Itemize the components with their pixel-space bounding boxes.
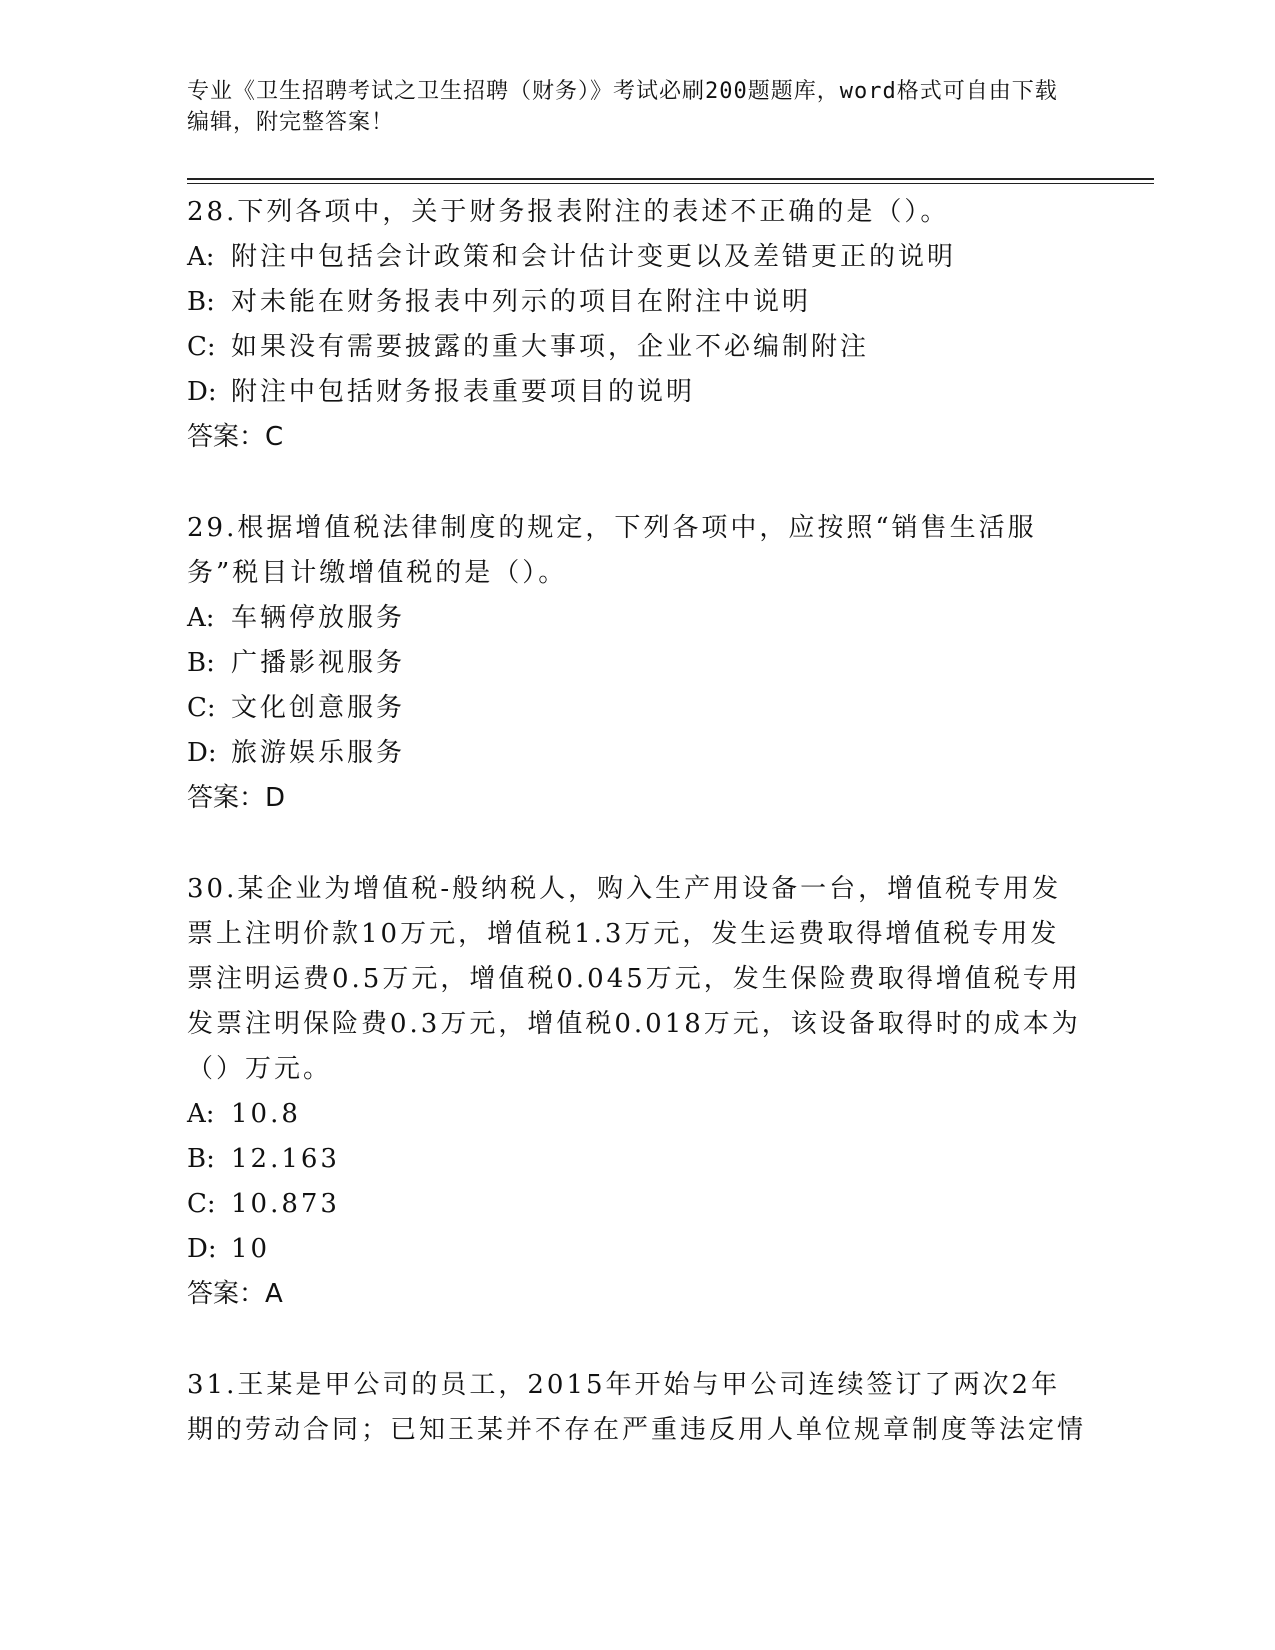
answer-line: 答案：C — [187, 422, 284, 452]
option-text: 10 — [231, 1234, 271, 1264]
header-divider-thick — [187, 178, 1154, 180]
question-text: 根据增值税法律制度的规定，下列各项中，应按照“销售生活服务”税目计缴增值税的是（）。 — [187, 513, 1037, 588]
option-c — [187, 325, 1087, 370]
option-b — [187, 641, 1087, 686]
question-stem — [187, 867, 1087, 1092]
option-label: C: — [187, 332, 216, 362]
option-text: 附注中包括会计政策和会计估计变更以及差错更正的说明 — [231, 242, 957, 272]
question-29 — [187, 506, 1087, 821]
option-label: B: — [187, 1144, 215, 1174]
option-text: 附注中包括财务报表重要项目的说明 — [231, 377, 696, 407]
question-number: 28. — [187, 197, 238, 227]
option-text: 车辆停放服务 — [231, 603, 406, 633]
option-text: 如果没有需要披露的重大事项，企业不必编制附注 — [231, 332, 870, 362]
option-a — [187, 235, 1087, 280]
option-a — [187, 1092, 1087, 1137]
option-c — [187, 686, 1087, 731]
question-30 — [187, 867, 1087, 1317]
option-label: C: — [187, 693, 216, 723]
option-label: A: — [187, 1099, 215, 1129]
option-label: D: — [187, 377, 217, 407]
option-text: 对未能在财务报表中列示的项目在附注中说明 — [231, 287, 812, 317]
option-label: D: — [187, 738, 217, 768]
option-label: A: — [187, 603, 215, 633]
option-text: 旅游娱乐服务 — [231, 738, 406, 768]
question-number: 29. — [187, 513, 238, 543]
question-stem — [187, 190, 1087, 235]
option-text: 12.163 — [231, 1144, 340, 1174]
question-31 — [187, 1363, 1087, 1453]
option-d — [187, 731, 1087, 776]
option-label: A: — [187, 242, 215, 272]
question-stem — [187, 506, 1087, 596]
option-d — [187, 1227, 1087, 1272]
option-text: 广播影视服务 — [231, 648, 406, 678]
document-header — [187, 76, 1067, 138]
question-number: 30. — [187, 874, 238, 904]
header-title: 专业《卫生招聘考试之卫生招聘（财务）》考试必刷200题题库，word格式可自由下载编辑，附完整答案！ — [187, 79, 1058, 135]
question-28 — [187, 190, 1087, 460]
option-text: 10.873 — [231, 1189, 340, 1219]
question-text: 某企业为增值税-般纳税人，购入生产用设备一台，增值税专用发票上注明价款10万元，增值税1.3万元，发生运费取得增值税专用发票注明运费0.5万元，增值税0.045万元，发生保险费取得增值税专用发票注明保险费0.3万元，增值税0.018万元，该设备取得时的成本为（）万元。 — [187, 874, 1081, 1084]
option-b — [187, 1137, 1087, 1182]
option-label: C: — [187, 1189, 216, 1219]
question-text: 王某是甲公司的员工，2015年开始与甲公司连续签订了两次2年期的劳动合同；已知王某并不存在严重违反用人单位规章制度等法定情 — [187, 1370, 1087, 1445]
question-text: 下列各项中，关于财务报表附注的表述不正确的是（）。 — [237, 197, 950, 227]
question-list — [187, 190, 1087, 1499]
option-a — [187, 596, 1087, 641]
option-label: B: — [187, 648, 215, 678]
answer-line: 答案：D — [187, 783, 286, 813]
option-label: B: — [187, 287, 215, 317]
answer-line: 答案：A — [187, 1279, 283, 1309]
question-stem — [187, 1363, 1087, 1453]
option-d — [187, 370, 1087, 415]
option-text: 10.8 — [231, 1099, 301, 1129]
option-label: D: — [187, 1234, 217, 1264]
option-b — [187, 280, 1087, 325]
option-text: 文化创意服务 — [231, 693, 406, 723]
question-number: 31. — [187, 1370, 238, 1400]
header-divider-thin — [187, 183, 1154, 184]
option-c — [187, 1182, 1087, 1227]
